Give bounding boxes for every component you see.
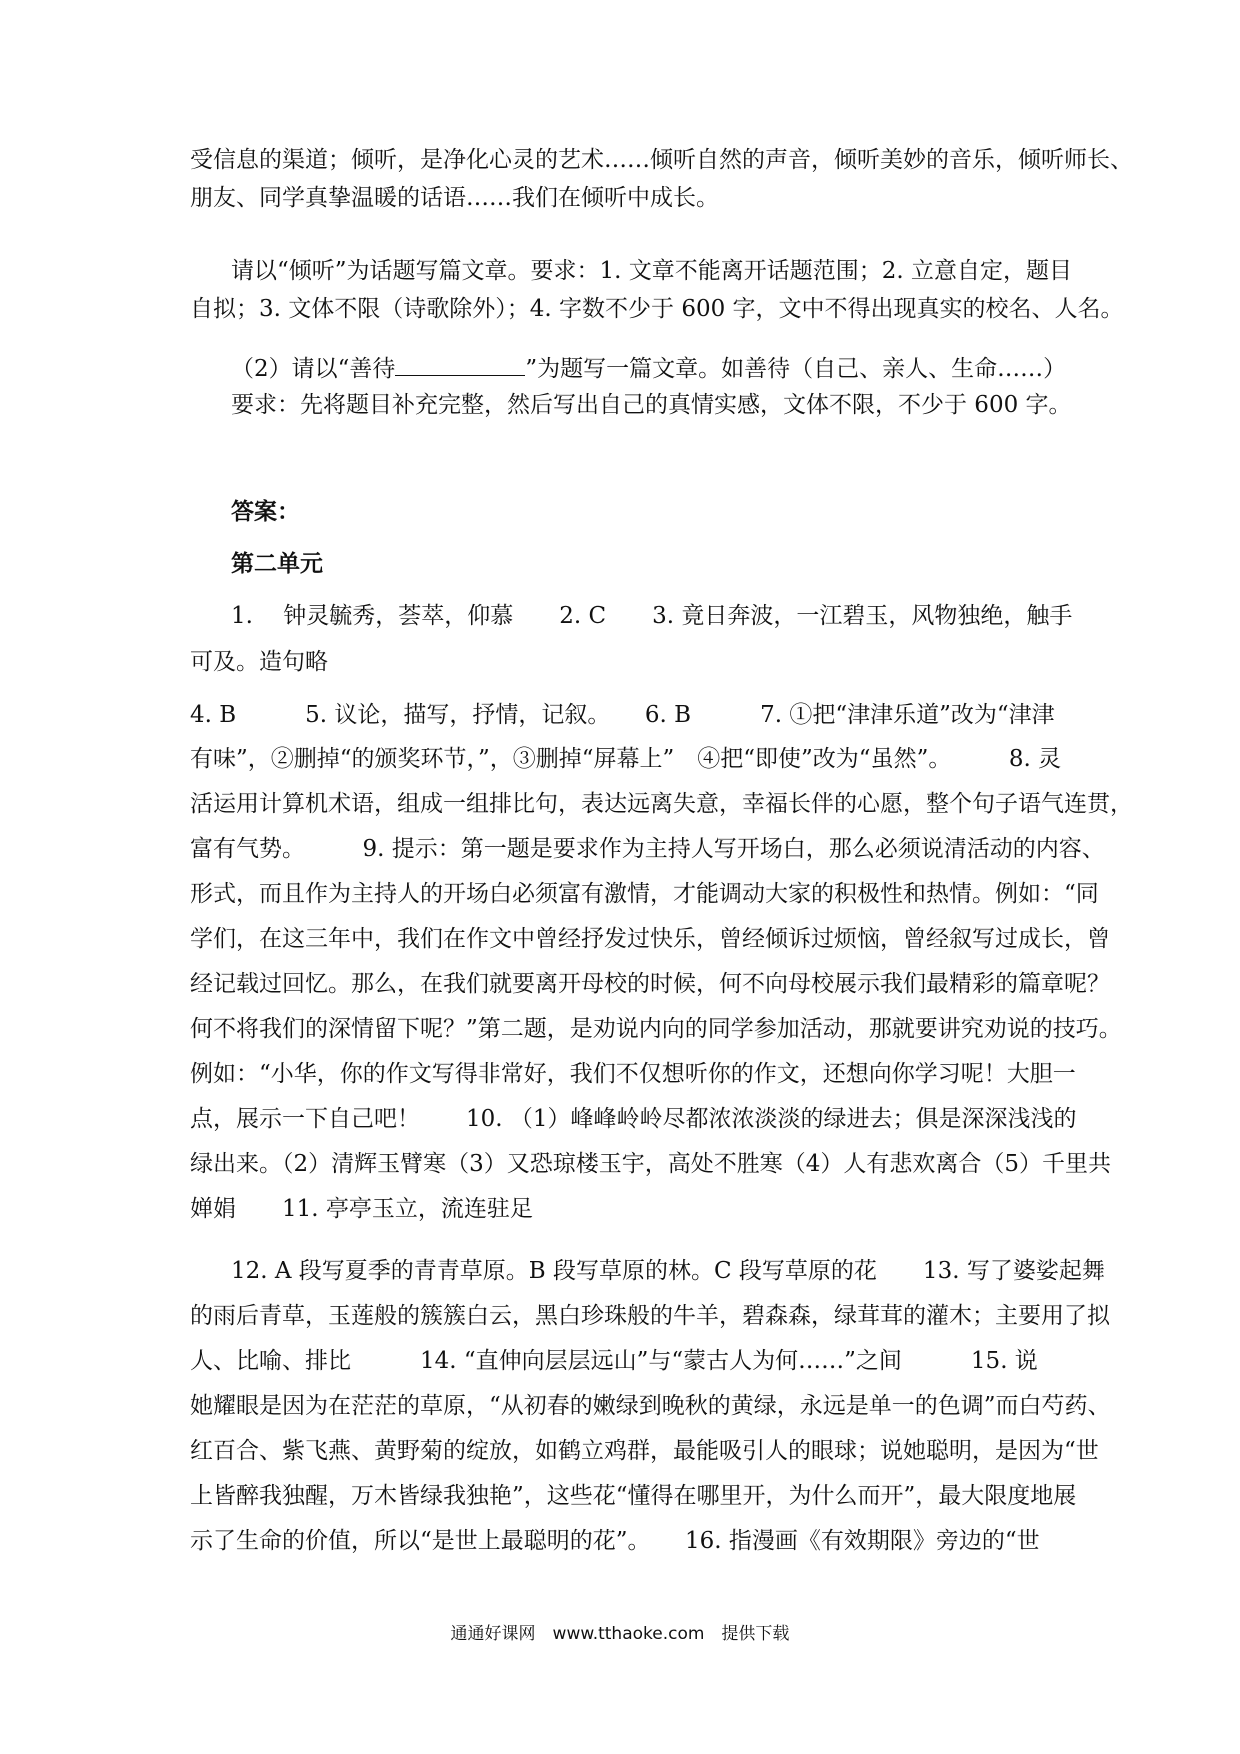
option-2-suffix: ”为题写一篇文章。如善待（自己、亲人、生命……） [525, 356, 1067, 382]
answer-line: 婵娟 11. 亭亭玉立，流连驻足 [190, 1196, 533, 1222]
answer-line: 人、比喻、排比 14. “直伸向层层远山”与“蒙古人为何……”之间 15. 说 [190, 1348, 1038, 1374]
answer-line: 4. B 5. 议论，描写，抒情，记叙。 6. B 7. ①把“津津乐道”改为“津津 [190, 702, 1055, 728]
answer-line: 有味”，②删掉“的颁奖环节，”，③删掉“屏幕上” ④把“即使”改为“虽然”。 8. 灵 [190, 746, 1062, 772]
answer-line: 的雨后青草，玉莲般的簇簇白云，黑白珍珠般的牛羊，碧森森，绿茸茸的灌木；主要用了拟 [190, 1303, 1110, 1329]
answer-line: 点，展示一下自己吧！ 10. （1）峰峰岭岭尽都浓浓淡淡的绿进去；俱是深深浅浅的 [190, 1106, 1077, 1132]
answer-line: 可及。造句略 [190, 649, 328, 675]
fill-in-blank [395, 353, 525, 376]
page-footer: 通通好课网 www.tthaoke.com 提供下载 [450, 1624, 790, 1644]
answer-line: 何不将我们的深情留下呢？”第二题，是劝说内向的同学参加活动，那就要讲究劝说的技巧。 [190, 1016, 1122, 1042]
paragraph-line: 受信息的渠道；倾听，是净化心灵的艺术……倾听自然的声音，倾听美妙的音乐，倾听师长、 [190, 147, 1133, 173]
answer-line: 绿出来。（2）清辉玉臂寒（3）又恐琼楼玉宇，高处不胜寒（4）人有悲欢离合（5）千里共 [190, 1151, 1112, 1177]
answer-line: 示了生命的价值，所以“是世上最聪明的花”。 16. 指漫画《有效期限》旁边的“世 [190, 1528, 1040, 1554]
answer-line: 她耀眼是因为在茫茫的草原，“从初春的嫩绿到晚秋的黄绿，永远是单一的色调”而白芍药、 [190, 1393, 1111, 1419]
answer-line: 学们，在这三年中，我们在作文中曾经抒发过快乐，曾经倾诉过烦恼，曾经叙写过成长，曾 [190, 926, 1110, 952]
answer-line: 富有气势。 9. 提示：第一题是要求作为主持人写开场白，那么必须说清活动的内容、 [190, 836, 1105, 862]
answer-line: 例如：“小华，你的作文写得非常好，我们不仅想听你的作文，还想向你学习呢！大胆一 [190, 1061, 1076, 1087]
answer-line: 1. 钟灵毓秀，荟萃，仰慕 2. C 3. 竟日奔波，一江碧玉，风物独绝，触手 [231, 603, 1073, 629]
unit-title: 第二单元 [231, 550, 323, 577]
answer-line: 活运用计算机术语，组成一组排比句，表达远离失意，幸福长伴的心愿，整个句子语气连贯， [190, 791, 1133, 817]
answer-line: 红百合、紫飞燕、黄野菊的绽放，如鹤立鸡群，最能吸引人的眼球；说她聪明，是因为“世 [190, 1438, 1099, 1464]
paragraph-line: 自拟；3. 文体不限（诗歌除外）；4. 字数不少于 600 字，文中不得出现真实的校名、人名。 [190, 296, 1124, 322]
paragraph-line: 朋友、同学真挚温暖的话语……我们在倾听中成长。 [190, 185, 719, 211]
answer-line: 上皆醉我独醒，万木皆绿我独艳”，这些花“懂得在哪里开，为什么而开”，最大限度地展 [190, 1483, 1077, 1509]
answer-line: 12. A 段写夏季的青青草原。B 段写草原的林。C 段写草原的花 13. 写了婆娑起舞 [231, 1258, 1105, 1284]
option-2-requirement: 要求：先将题目补充完整，然后写出自己的真情实感，文体不限，不少于 600 字。 [231, 392, 1072, 418]
paragraph-line: 请以“倾听”为话题写篇文章。要求：1. 文章不能离开话题范围；2. 立意自定，题目 [231, 258, 1073, 284]
option-2-prefix: （2）请以“善待 [231, 356, 396, 382]
answers-heading: 答案： [231, 498, 300, 525]
answer-line: 形式，而且作为主持人的开场白必须富有激情，才能调动大家的积极性和热情。例如：“同 [190, 881, 1099, 907]
answer-line: 经记载过回忆。那么，在我们就要离开母校的时候，何不向母校展示我们最精彩的篇章呢？ [190, 971, 1110, 997]
option-2-line [231, 353, 1066, 384]
